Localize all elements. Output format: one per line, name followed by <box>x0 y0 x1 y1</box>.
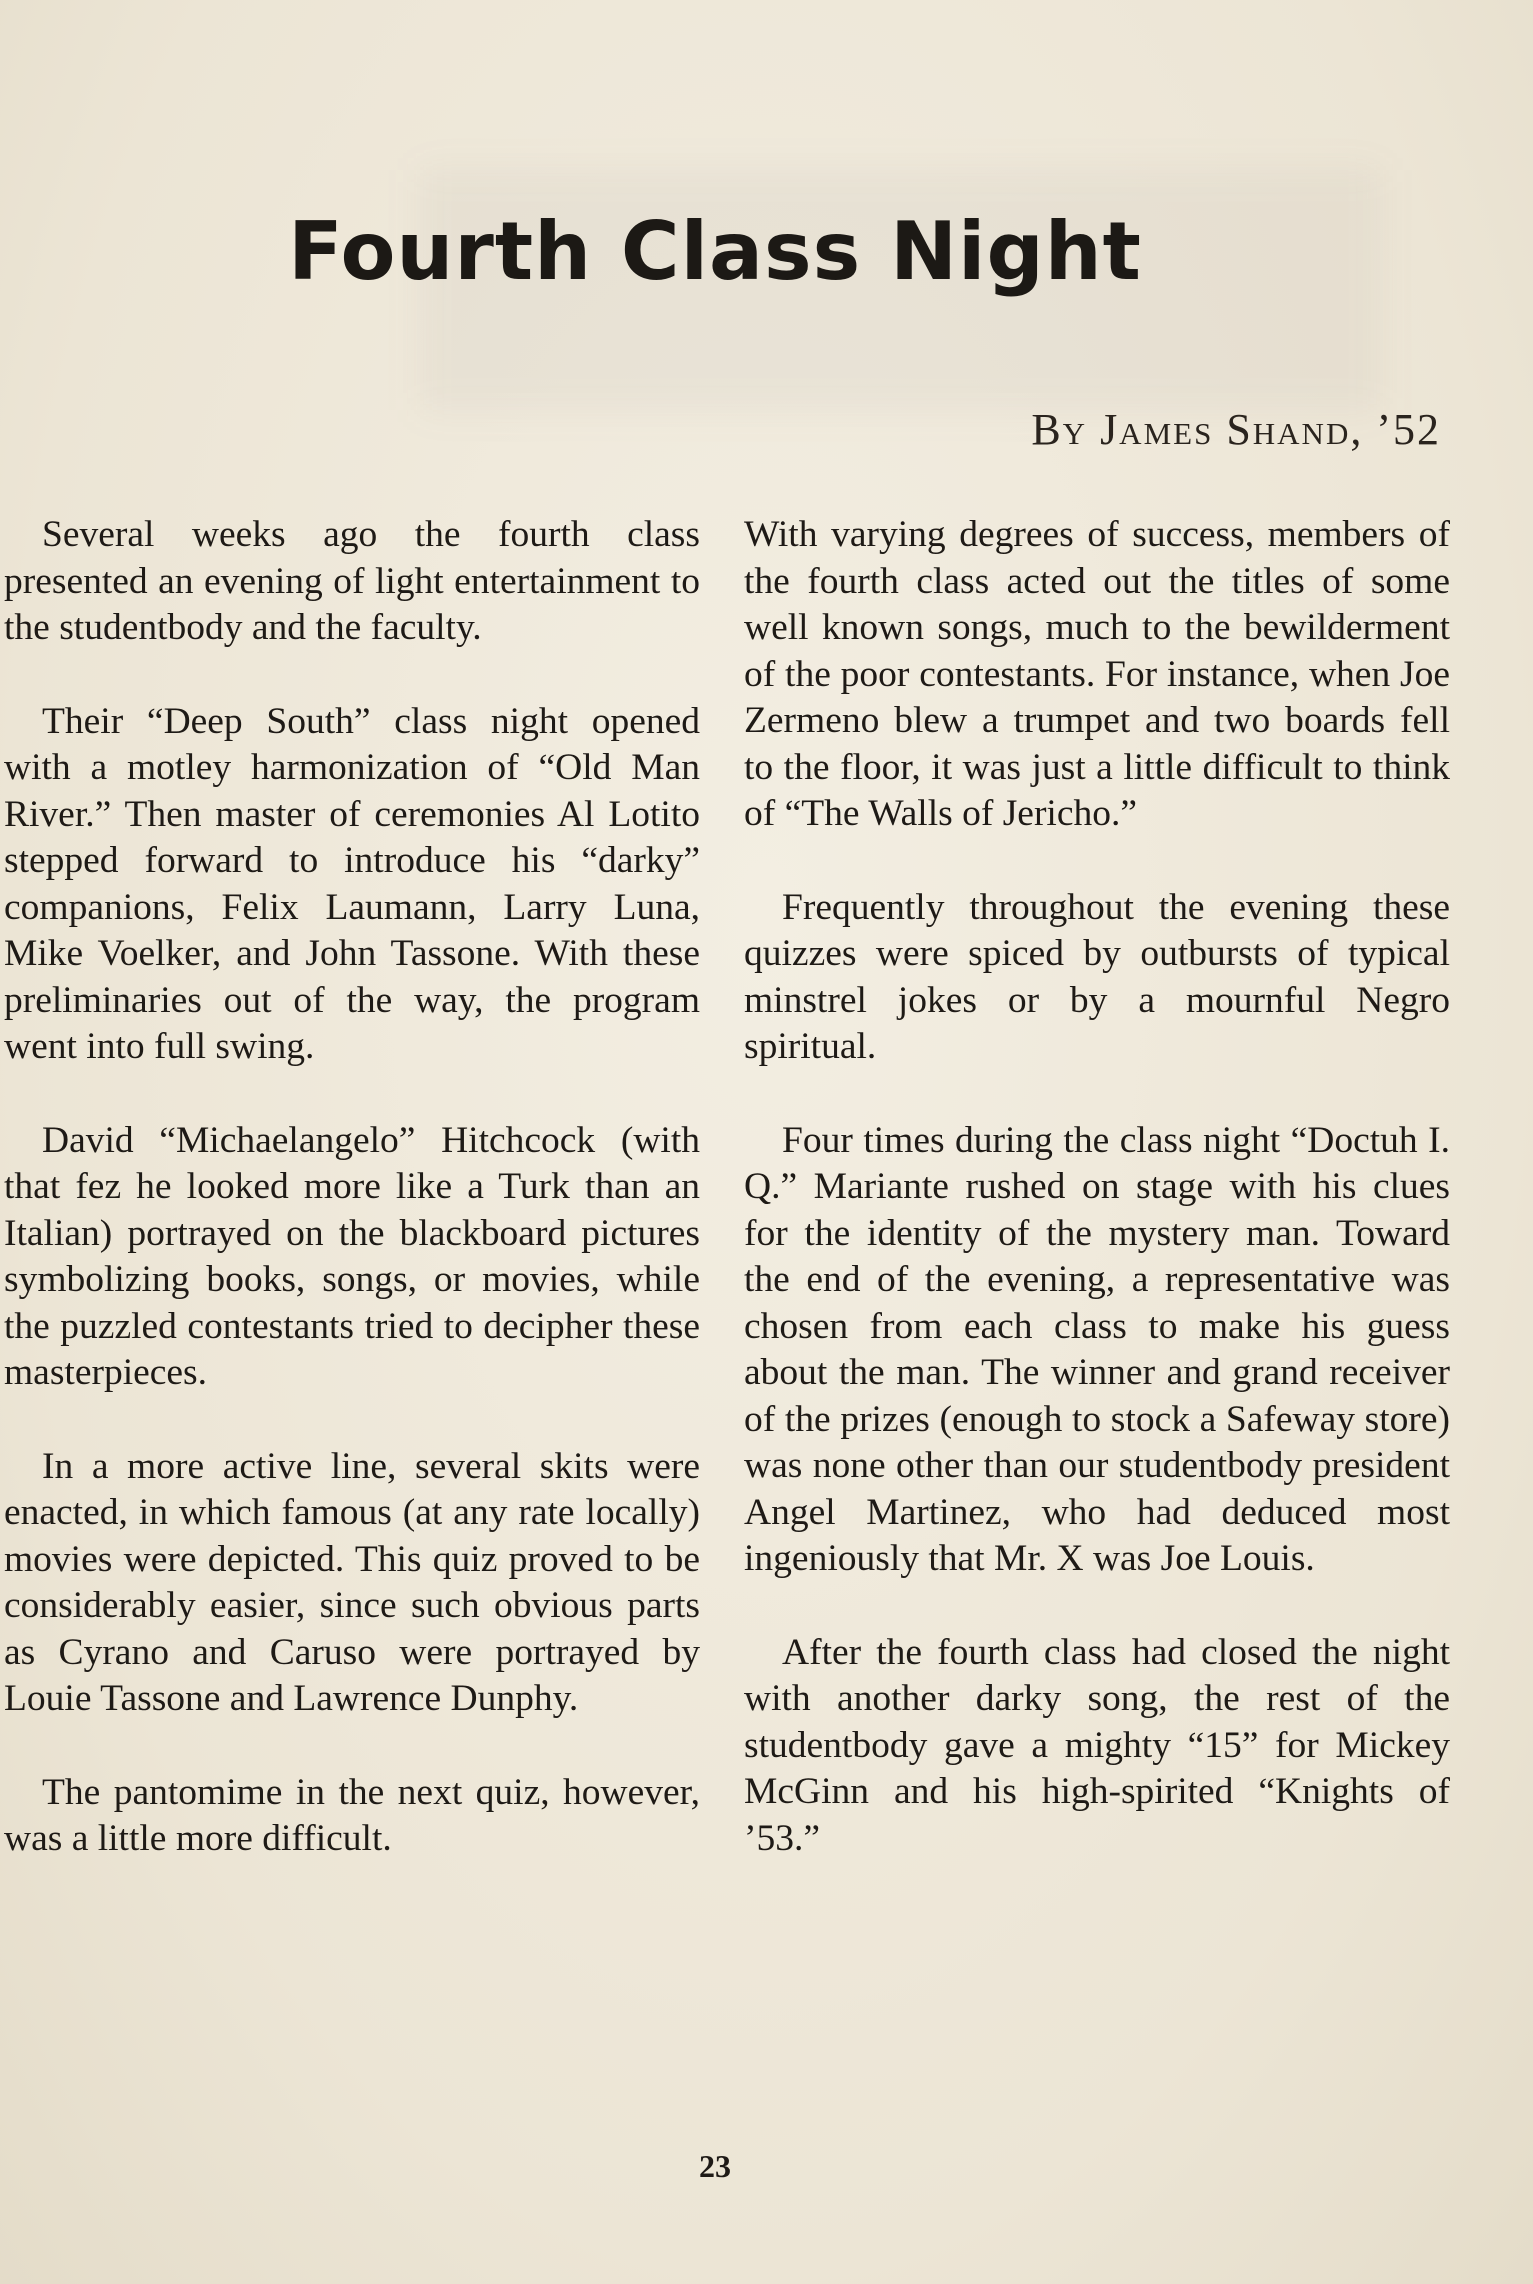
article-byline: By James Shand, ’52 <box>1031 405 1441 454</box>
paragraph: The pantomime in the next quiz, however, was a little more difficult. <box>4 1771 700 1859</box>
article-title: Fourth Class Night <box>288 205 1142 298</box>
paragraph: After the fourth class had closed the night with another darky song, the rest of the studentbody gave a mighty “15” for Mickey McGinn and his high-spirited “Knights of ’53.” <box>744 1631 1450 1859</box>
paragraph: In a more active line, several skits were enacted, in which famous (at any rate locally) movies were depicted. This quiz proved to be considerably easier, since such obvious parts as Cyrano and Caruso were portrayed by Louie Tassone and Lawrence Dunphy. <box>4 1445 700 1719</box>
left-column <box>4 512 700 1910</box>
right-column <box>744 512 1450 1909</box>
paragraph: Their “Deep South” class night opened with a motley harmonization of “Old Man River.” Then master of ceremonies Al Lotito stepped forward to introduce his “darky” companions, Felix Laumann, Larry Luna, Mike Voelker, and John Tassone. With these preliminaries out of the way, the program went into full swing. <box>4 700 700 1067</box>
paragraph: Four times during the class night “Doctuh I. Q.” Mariante rushed on stage with his clues for the identity of the mystery man. Toward the end of the evening, a representative was chosen from each class to make his guess about the man. The winner and grand receiver of the prizes (enough to stock a Safeway store) was none other than our studentbody president Angel Martinez, who had deduced most ingeniously that Mr. X was Joe Louis. <box>744 1119 1450 1579</box>
page-number: 23 <box>699 2148 731 2184</box>
paragraph: Several weeks ago the fourth class presented an evening of light entertainment to the studentbody and the faculty. <box>4 514 700 648</box>
paragraph: David “Michaelangelo” Hitchcock (with that fez he looked more like a Turk than an Italian) portrayed on the blackboard pictures symbolizing books, songs, or movies, while the puzzled contestants tried to decipher these masterpieces. <box>4 1119 700 1393</box>
paragraph: Frequently throughout the evening these quizzes were spiced by outbursts of typical minstrel jokes or by a mournful Negro spiritual. <box>744 886 1450 1067</box>
paragraph-continued: With varying degrees of success, members of the fourth class acted out the titles of some well known songs, much to the bewilderment of the poor contestants. For instance, when Joe Zermeno blew a trumpet and two boards fell to the floor, it was just a little difficult to think of “The Walls of Jericho.” <box>744 514 1450 834</box>
